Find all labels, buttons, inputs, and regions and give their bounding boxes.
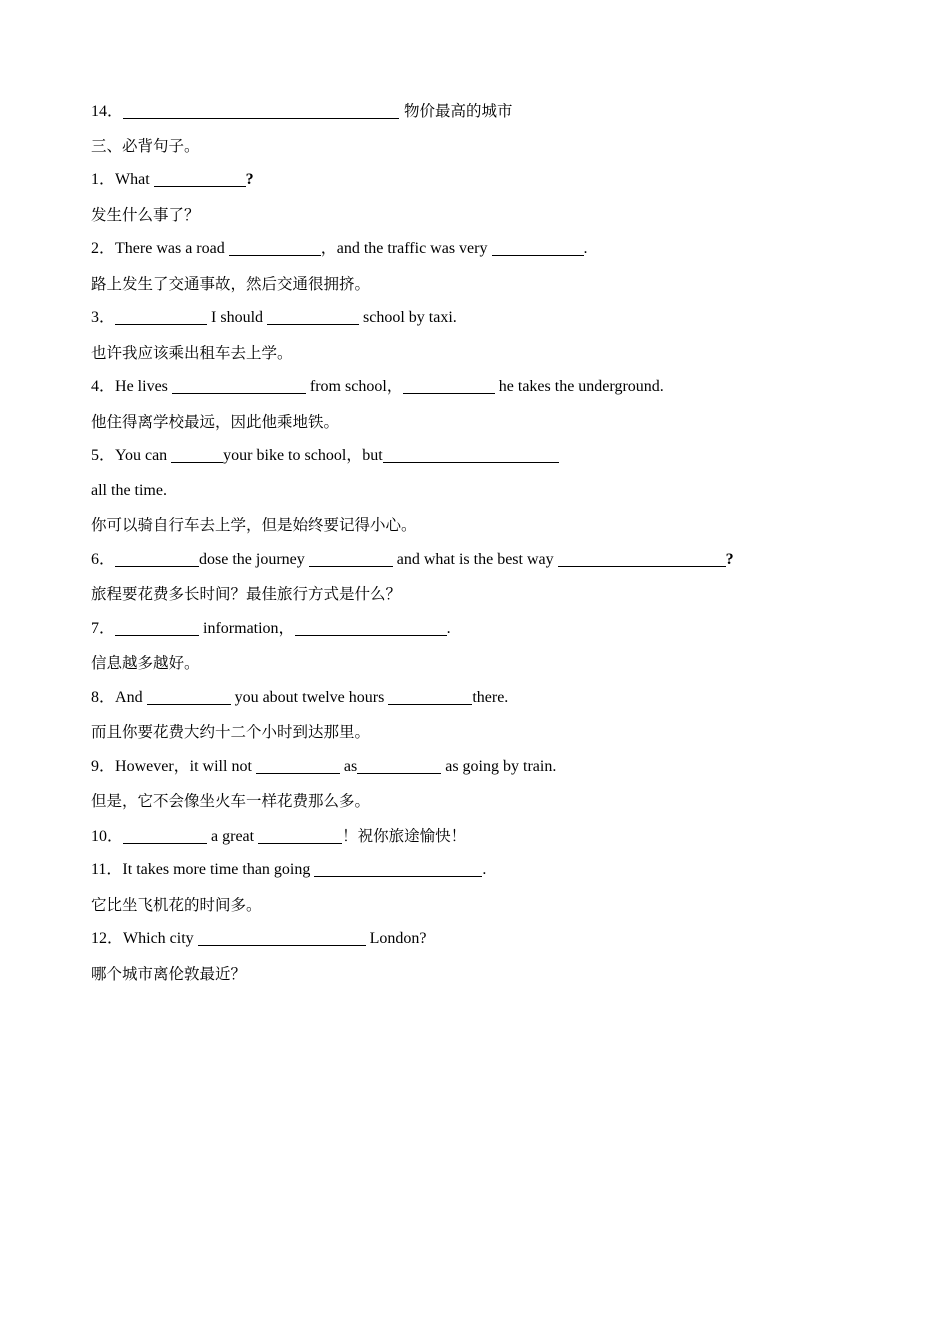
sentence-text: from school，	[305, 378, 403, 395]
item-number: 1．	[91, 171, 116, 188]
sentence-8-translation: 而且你要花费大约十二个小时到达那里。	[91, 723, 371, 741]
item-14	[91, 96, 871, 131]
item-number: 12．	[91, 930, 124, 947]
sentence-text: a great	[207, 827, 259, 845]
answer-blank[interactable]	[558, 549, 726, 567]
sentence-text: .	[583, 240, 588, 257]
sentence-4	[91, 372, 871, 407]
sentence-5	[91, 441, 871, 476]
sentence-text: Which city	[123, 930, 198, 947]
sentence-3	[91, 303, 871, 338]
sentence-text: What	[115, 171, 154, 188]
sentence-text: your bike to school，but	[223, 447, 383, 464]
sentence-7-translation: 信息越多越好。	[91, 654, 200, 672]
item-number: 4．	[91, 378, 116, 395]
answer-blank[interactable]	[198, 928, 366, 946]
answer-blank[interactable]	[357, 756, 441, 774]
answer-blank[interactable]	[115, 549, 199, 567]
item-number: 3．	[91, 309, 116, 326]
sentence-2	[91, 234, 871, 269]
sentence-12	[91, 924, 871, 959]
sentence-3-translation: 也许我应该乘出租车去上学。	[91, 343, 293, 362]
answer-blank[interactable]	[309, 549, 393, 567]
answer-blank[interactable]	[267, 307, 359, 325]
sentence-text: He lives	[115, 378, 172, 395]
sentence-text: he takes the underground.	[494, 378, 664, 395]
answer-blank[interactable]	[147, 687, 231, 705]
sentence-text: London?	[365, 930, 427, 947]
answer-blank[interactable]	[172, 376, 306, 394]
sentence-text: you about twelve hours	[230, 688, 389, 706]
question-mark: ?	[245, 171, 254, 188]
sentence-7	[91, 614, 871, 649]
sentence-text: You can	[115, 447, 172, 464]
sentence-text: information，	[199, 619, 295, 637]
sentence-2-translation: 路上发生了交通事故，然后交通很拥挤。	[91, 274, 371, 293]
sentence-12-translation: 哪个城市离伦敦最近？	[91, 964, 247, 983]
sentence-text: It takes more time than going	[122, 861, 315, 878]
answer-blank[interactable]	[492, 238, 584, 256]
sentence-text: There was a road	[115, 240, 229, 257]
sentence-text: ，and the traffic was very	[320, 240, 492, 257]
answer-blank[interactable]	[314, 859, 482, 877]
section-heading: 三、必背句子。	[91, 136, 200, 155]
item-number: 14．	[91, 103, 124, 120]
sentence-text: dose the journey	[199, 550, 309, 568]
sentence-9	[91, 752, 871, 787]
item-text: 物价最高的城市	[399, 102, 513, 120]
item-number: 8．	[91, 688, 116, 706]
answer-blank[interactable]	[154, 169, 246, 187]
sentence-6-translation: 旅程要花费多长时间？最佳旅行方式是什么？	[91, 585, 402, 603]
item-number: 10．	[91, 827, 124, 845]
sentence-1-translation: 发生什么事了？	[91, 205, 200, 224]
sentence-text: .	[446, 619, 451, 637]
answer-blank[interactable]	[388, 687, 472, 705]
answer-blank[interactable]	[295, 618, 447, 636]
sentence-9-translation: 但是，它不会像坐火车一样花费那么多。	[91, 792, 371, 810]
answer-blank[interactable]	[403, 376, 495, 394]
sentence-1	[91, 165, 871, 200]
sentence-text: as going by train.	[441, 757, 557, 775]
sentence-11	[91, 855, 871, 890]
question-mark: ?	[725, 550, 734, 568]
answer-blank[interactable]	[115, 307, 207, 325]
item-number: 11．	[91, 861, 123, 878]
sentence-text: there.	[472, 688, 509, 706]
answer-blank[interactable]	[258, 826, 342, 844]
sentence-text: ！祝你旅途愉快！	[342, 826, 467, 845]
sentence-6	[91, 545, 871, 580]
worksheet	[91, 96, 871, 993]
sentence-5-continued: all the time.	[91, 481, 167, 499]
sentence-4-translation: 他住得离学校最远，因此他乘地铁。	[91, 412, 340, 431]
sentence-text: And	[115, 688, 147, 706]
sentence-text: I should	[207, 309, 268, 326]
sentence-10	[91, 821, 871, 856]
sentence-text: .	[482, 861, 487, 878]
sentence-text: and what is the best way	[392, 550, 558, 568]
sentence-text: as	[339, 757, 358, 775]
answer-blank[interactable]	[123, 101, 399, 119]
answer-blank[interactable]	[383, 445, 559, 463]
item-number: 7．	[91, 619, 116, 637]
answer-blank[interactable]	[229, 238, 321, 256]
sentence-text: However，it will not	[115, 757, 256, 775]
answer-blank[interactable]	[115, 618, 199, 636]
sentence-5-translation: 你可以骑自行车去上学，但是始终要记得小心。	[91, 516, 417, 534]
answer-blank[interactable]	[256, 756, 340, 774]
sentence-8	[91, 683, 871, 718]
sentence-text: school by taxi.	[359, 309, 457, 326]
item-number: 9．	[91, 757, 116, 775]
item-number: 2．	[91, 240, 116, 257]
item-number: 6．	[91, 550, 116, 568]
sentence-11-translation: 它比坐飞机花的时间多。	[91, 895, 262, 914]
answer-blank[interactable]	[171, 445, 223, 463]
item-number: 5．	[91, 447, 116, 464]
answer-blank[interactable]	[123, 826, 207, 844]
